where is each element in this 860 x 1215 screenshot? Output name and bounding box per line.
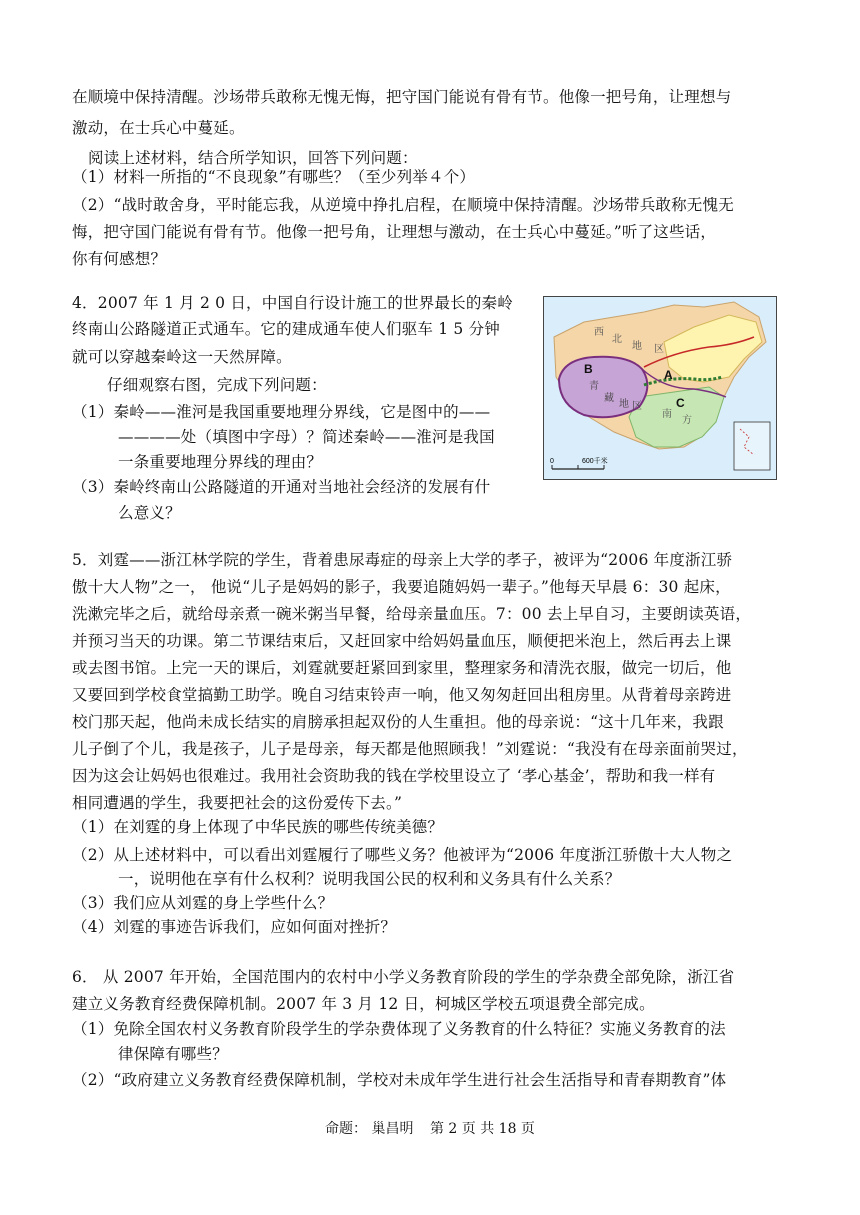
footer-author: 命题： 巢昌明 [325, 1121, 414, 1137]
text-line: ————处（填图中字母）？简述秦岭——淮河是我国 [118, 428, 495, 446]
text-line: 你有何感想？ [72, 250, 167, 268]
question-item: （2）“战时敢舍身，平时能忘我，从逆境中挣扎启程，在顺境中保持清醒。沙场带兵敢称无愧无 [72, 196, 734, 214]
region-char: 藏 [604, 393, 614, 404]
text-line: 么意义？ [118, 504, 181, 522]
text-line: 并预习当天的功课。第二节课结束后，又赶回家中给妈妈量血压，顺便把米泡上，然后再去上课 [72, 632, 732, 650]
china-map-figure [543, 296, 777, 480]
question-5-stem: 5．刘霆——浙江林学院的学生，背着患尿毒症的母亲上大学的孝子，被评为“2006 年度浙江骄 [72, 551, 733, 569]
region-char: 方 [682, 415, 692, 426]
text-line: 一条重要地理分界线的理由？ [118, 453, 323, 471]
text-line: 就可以穿越秦岭这一天然屏障。 [72, 348, 292, 366]
question-item: （1）秦岭——淮河是我国重要地理分界线，它是图中的—— [72, 403, 491, 421]
text-line: 校门那天起，他尚未成长结实的肩膀承担起双份的人生重担。他的母亲说：“这十几年来，我跟 [72, 713, 724, 731]
question-6-stem: 6． 从 2007 年开始，全国范围内的农村中小学义务教育阶段的学生的学杂费全部免除，浙江省 [72, 968, 735, 986]
region-char: 北 [612, 334, 622, 345]
text-line: 洗漱完毕之后，就给母亲煮一碗米粥当早餐，给母亲量血压。7：00 去上早自习，主要朗读英语， [72, 605, 752, 623]
text-line: 或去图书馆。上完一天的课后，刘霆就要赶紧回到家里，整理家务和清洗衣服，做完一切后，他 [72, 659, 732, 677]
region-char: 区 [632, 401, 642, 412]
text-line: 一，说明他在享有什么权利？说明我国公民的权利和义务具有什么关系？ [118, 870, 621, 888]
map-label-a: A [664, 368, 673, 382]
question-item: （2）从上述材料中，可以看出刘霆履行了哪些义务？他被评为“2006 年度浙江骄傲十大人物之 [72, 846, 733, 864]
region-char: 南 [662, 409, 672, 420]
region-char: 地 [632, 341, 642, 352]
map-label-b: B [584, 362, 593, 376]
question-item: （1）在刘霆的身上体现了中华民族的哪些传统美德？ [72, 818, 444, 836]
text-line: 终南山公路隧道正式通车。它的建成通车使人们驱车 1 5 分钟 [72, 320, 501, 338]
region-char: 地 [619, 399, 629, 410]
text-line: 傲十大人物”之一， 他说“儿子是妈妈的影子，我要追随妈妈一辈子。”他每天早晨 6：30 起床， [72, 578, 731, 596]
scale-label: 600千米 [582, 458, 608, 465]
text-line: 激动，在士兵心中蔓延。 [72, 119, 245, 137]
map-label-c: C [676, 396, 685, 410]
text-line: 儿子倒了个儿，我是孩子，儿子是母亲，每天都是他照顾我！”刘霆说：“我没有在母亲面前哭过， [72, 740, 748, 758]
question-item: （2）“政府建立义务教育经费保障机制，学校对未成年学生进行社会生活指导和青春期教育”体 [72, 1071, 727, 1089]
text-line: 相同遭遇的学生，我要把社会的这份爱传下去。” [72, 794, 403, 812]
region-char: 西 [594, 327, 604, 338]
question-item: （3）秦岭终南山公路隧道的开通对当地社会经济的发展有什 [72, 478, 491, 496]
question-4-stem: 4．2007 年 1 月 2 0 日，中国自行设计施工的世界最长的秦岭 [72, 294, 513, 312]
region-char: 区 [654, 344, 664, 355]
question-item: （1）材料一所指的“不良现象”有哪些？（至少列举４个） [72, 168, 476, 186]
text-line: 悔，把守国门能说有骨有节。他像一把号角，让理想与激动，在士兵心中蔓延。”听了这些话， [72, 223, 717, 241]
text-line: 又要回到学校食堂搞勤工助学。晚自习结束铃声一响，他又匆匆赶回出租房里。从背着母亲跨进 [72, 686, 732, 704]
text-line: 在顺境中保持清醒。沙场带兵敢称无愧无悔，把守国门能说有骨有节。他像一把号角，让理想与 [72, 88, 732, 106]
scale-zero: 0 [550, 458, 554, 465]
text-line: 建立义务教育经费保障机制。2007 年 3 月 12 日，柯城区学校五项退费全部完成。 [72, 995, 655, 1013]
question-item: （1）免除全国农村义务教育阶段学生的学杂费体现了义务教育的什么特征？实施义务教育的法 [72, 1020, 726, 1038]
page-footer [0, 1118, 860, 1138]
text-line: 仔细观察右图，完成下列问题： [107, 376, 327, 394]
text-line: 律保障有哪些？ [118, 1045, 228, 1063]
question-item: （3）我们应从刘霆的身上学些什么？ [72, 894, 334, 912]
footer-page-number: 第 2 页 共 18 页 [429, 1121, 535, 1137]
question-item: （4）刘霆的事迹告诉我们，应如何面对挫折？ [72, 918, 397, 936]
text-line: 因为这会让妈妈也很难过。我用社会资助我的钱在学校里设立了 ‘孝心基金’，帮助和我一样有 [72, 767, 716, 785]
region-char: 青 [589, 381, 599, 392]
text-line: 阅读上述材料，结合所学知识，回答下列问题： [88, 149, 418, 167]
